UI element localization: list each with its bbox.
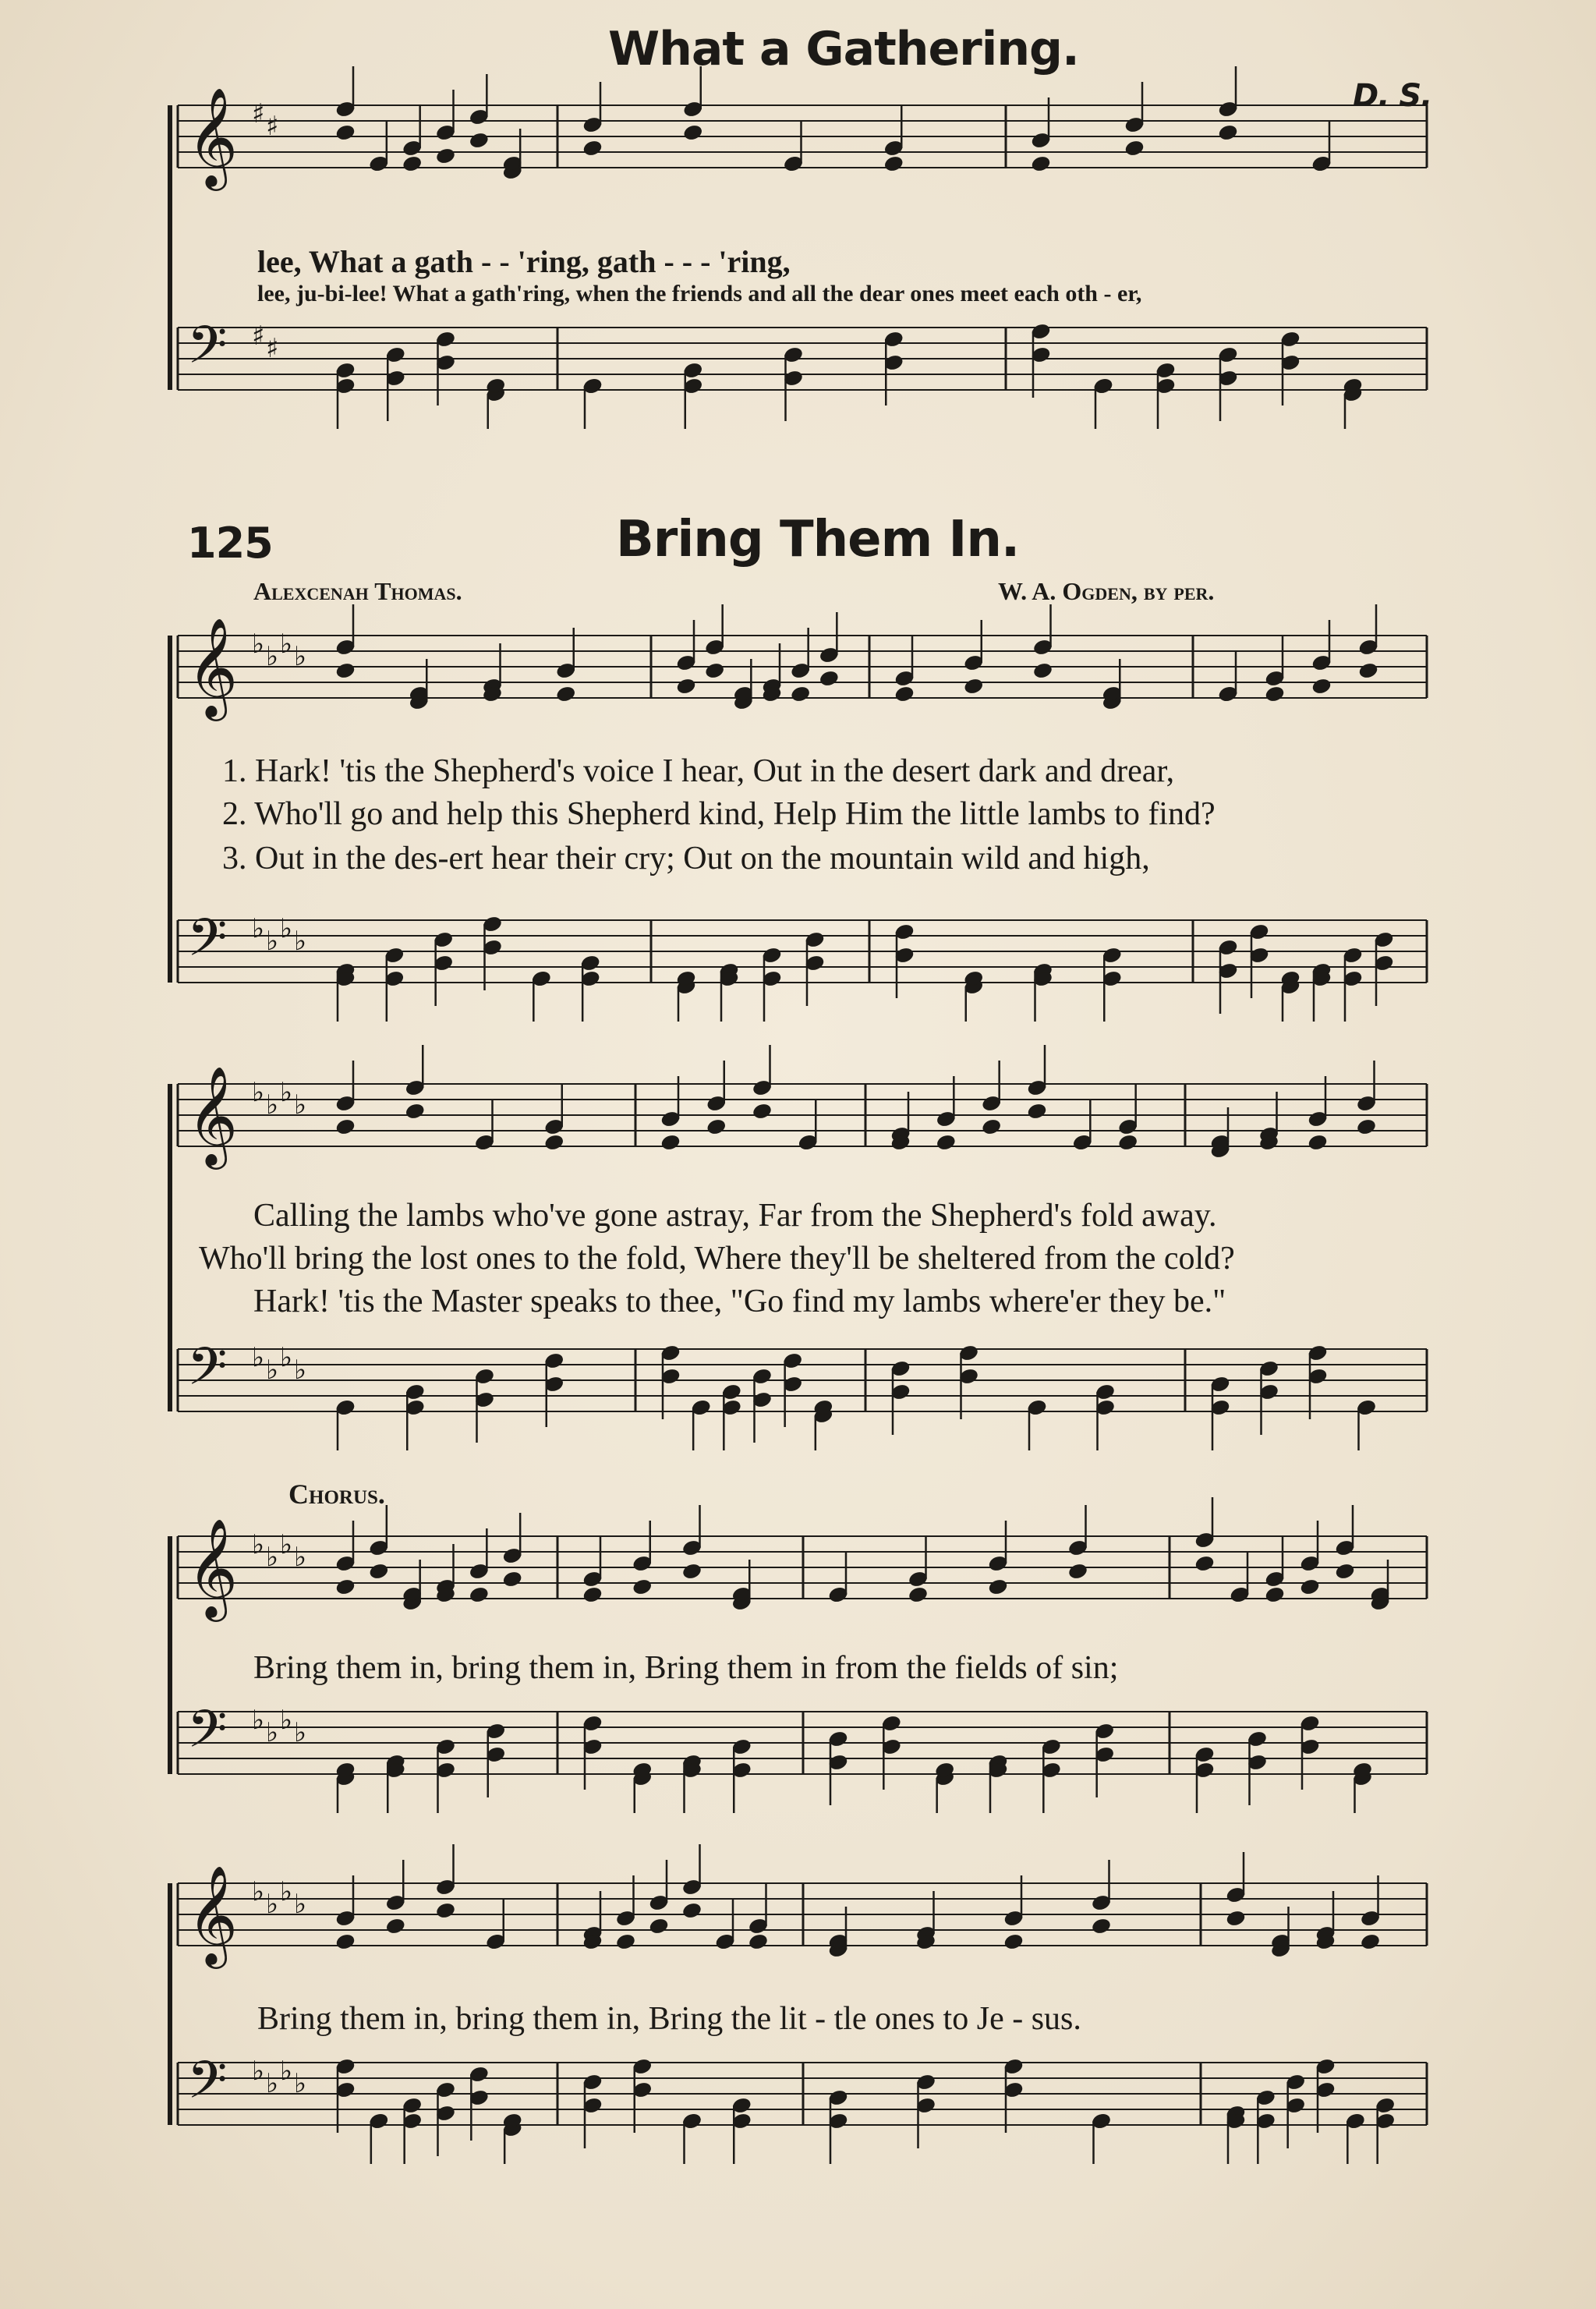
bass-clef-icon: 𝄢 [187,2050,228,2123]
bass-clef-icon: 𝄢 [187,1699,228,1772]
verse-1-line-a: 1. Hark! 'tis the Shepherd's voice I hear, Out in the desert dark and drear, [222,753,1175,789]
note-head [791,685,811,703]
note-head [982,1118,1002,1136]
note-head [582,140,603,158]
treble-clef-icon: 𝄞 [187,1517,239,1617]
composer-credit: W. A. Ogden, by per. [998,577,1215,605]
note-head [405,1103,425,1121]
flat-icon: ♭ [252,1705,265,1736]
note-head [681,1563,702,1581]
note-head [1118,1134,1138,1152]
author-credit: Alexcenah Thomas. [253,577,462,605]
note-head [964,678,984,696]
flat-icon: ♭ [280,2056,293,2087]
note-head [1265,1586,1285,1604]
flat-icon: ♭ [252,1077,265,1108]
note-head [1027,1103,1047,1121]
note-head [936,1134,956,1152]
note-head [632,1578,653,1596]
hymn-title: Bring Them In. [616,511,1020,568]
flat-icon: ♭ [252,1342,265,1373]
note-head [1265,685,1285,703]
note-head [1031,155,1051,173]
staff-systems [170,105,1427,2125]
note-head [676,678,696,696]
note-head [649,1918,669,1935]
flat-icon: ♭ [294,1889,307,1920]
note-head [1358,662,1378,680]
note-head [469,1586,489,1604]
note-head [385,1918,405,1935]
flat-icon: ♭ [266,926,279,957]
flat-icon: ♭ [294,1717,307,1748]
flat-icon: ♭ [294,1355,307,1386]
flat-icon: ♭ [294,1542,307,1573]
flat-icon: ♭ [266,1089,279,1121]
note-head [335,662,356,680]
note-head [1218,124,1238,142]
note-head [435,147,455,165]
flat-icon: ♭ [280,1705,293,1736]
note-head [435,1902,455,1920]
flat-icon: ♭ [294,641,307,672]
note-head [369,1563,389,1581]
top-hymn-title: What a Gathering. [608,22,1079,76]
note-head [615,1933,635,1951]
flat-icon: ♭ [252,1876,265,1907]
note-head [582,1586,603,1604]
verse-2-line-a: 2. Who'll go and help this Shepherd kind, Help Him the little lambs to find? [222,796,1216,832]
flat-icon: ♭ [266,1542,279,1573]
hymn-number: 125 [187,519,273,568]
flat-icon: ♭ [266,1717,279,1748]
treble-clef-icon: 𝄞 [187,1865,239,1964]
chorus-line-2: Bring them in, bring them in, Bring the lit - tle ones to Je - sus. [257,2001,1081,2037]
flat-icon: ♭ [252,1529,265,1560]
note-head [502,1571,522,1588]
note-head [819,670,839,688]
sharp-icon: ♯ [266,333,279,364]
note-head [1300,1578,1320,1596]
top-lyric-line-1: lee, What a gath - - 'ring, gath - - - 'ring, [257,244,791,279]
sharp-icon: ♯ [266,111,279,142]
note-head [1194,1555,1215,1573]
note-head [335,1118,356,1136]
flat-icon: ♭ [294,1089,307,1121]
flat-icon: ♭ [252,913,265,944]
bass-clef-icon: 𝄢 [187,908,228,980]
flat-icon: ♭ [280,1342,293,1373]
flat-icon: ♭ [280,913,293,944]
note-head [883,155,904,173]
flat-icon: ♭ [252,2056,265,2087]
sharp-icon: ♯ [252,98,265,129]
note-head [469,132,489,150]
note-head [1308,1134,1328,1152]
treble-clef-icon: 𝄞 [187,87,239,186]
clefs [187,87,306,2123]
note-head [660,1134,681,1152]
flat-icon: ♭ [280,1876,293,1907]
note-head [752,1103,772,1121]
note-head [402,155,423,173]
flat-icon: ♭ [280,629,293,660]
note-head [681,1902,702,1920]
note-head [335,1578,356,1596]
note-head [1335,1563,1355,1581]
note-head [1091,1918,1111,1935]
note-head [556,685,576,703]
note-head [988,1578,1008,1596]
note-head [1311,678,1332,696]
sharp-icon: ♯ [252,320,265,352]
note-head [1356,1118,1376,1136]
verse-1-line-b: Calling the lambs who've gone astray, Far from the Shepherd's fold away. [253,1198,1217,1234]
bass-clef-icon: 𝄢 [187,315,228,388]
note-head [544,1134,564,1152]
flat-icon: ♭ [294,926,307,957]
note-head [1124,140,1145,158]
ds-mark: D. S. [1353,78,1432,114]
flat-icon: ♭ [266,1355,279,1386]
bass-clef-icon: 𝄢 [187,1337,228,1409]
flat-icon: ♭ [266,1889,279,1920]
note-head [894,685,915,703]
note-head [683,124,703,142]
chorus-line-1: Bring them in, bring them in, Bring them in from the fields of sin; [253,1650,1119,1686]
flat-icon: ♭ [280,1077,293,1108]
chorus-label: Chorus. [288,1479,385,1510]
note-head [335,124,356,142]
note-head [1032,662,1053,680]
flat-icon: ♭ [280,1529,293,1560]
verse-3-line-a: 3. Out in the des-ert hear their cry; Out on the mountain wild and high, [222,841,1150,876]
note-head [748,1933,768,1951]
verse-2-line-b: Who'll bring the lost ones to the fold, Where they'll be sheltered from the cold? [199,1241,1235,1277]
note-head [335,1933,356,1951]
note-head [1003,1933,1024,1951]
flat-icon: ♭ [294,2068,307,2099]
note-head [705,662,725,680]
treble-clef-icon: 𝄞 [187,617,239,717]
note-head [1226,1910,1246,1928]
verse-3-line-b: Hark! 'tis the Master speaks to thee, "Go find my lambs where'er they be." [253,1284,1226,1319]
note-head [1067,1563,1088,1581]
note-head [706,1118,727,1136]
note-head [1360,1933,1380,1951]
treble-clef-icon: 𝄞 [187,1065,239,1165]
top-lyric-line-2: lee, ju-bi-lee! What a gath'ring, when the friends and all the dear ones meet each oth - er, [257,281,1142,306]
note-head [908,1586,928,1604]
flat-icon: ♭ [252,629,265,660]
flat-icon: ♭ [266,2068,279,2099]
flat-icon: ♭ [266,641,279,672]
